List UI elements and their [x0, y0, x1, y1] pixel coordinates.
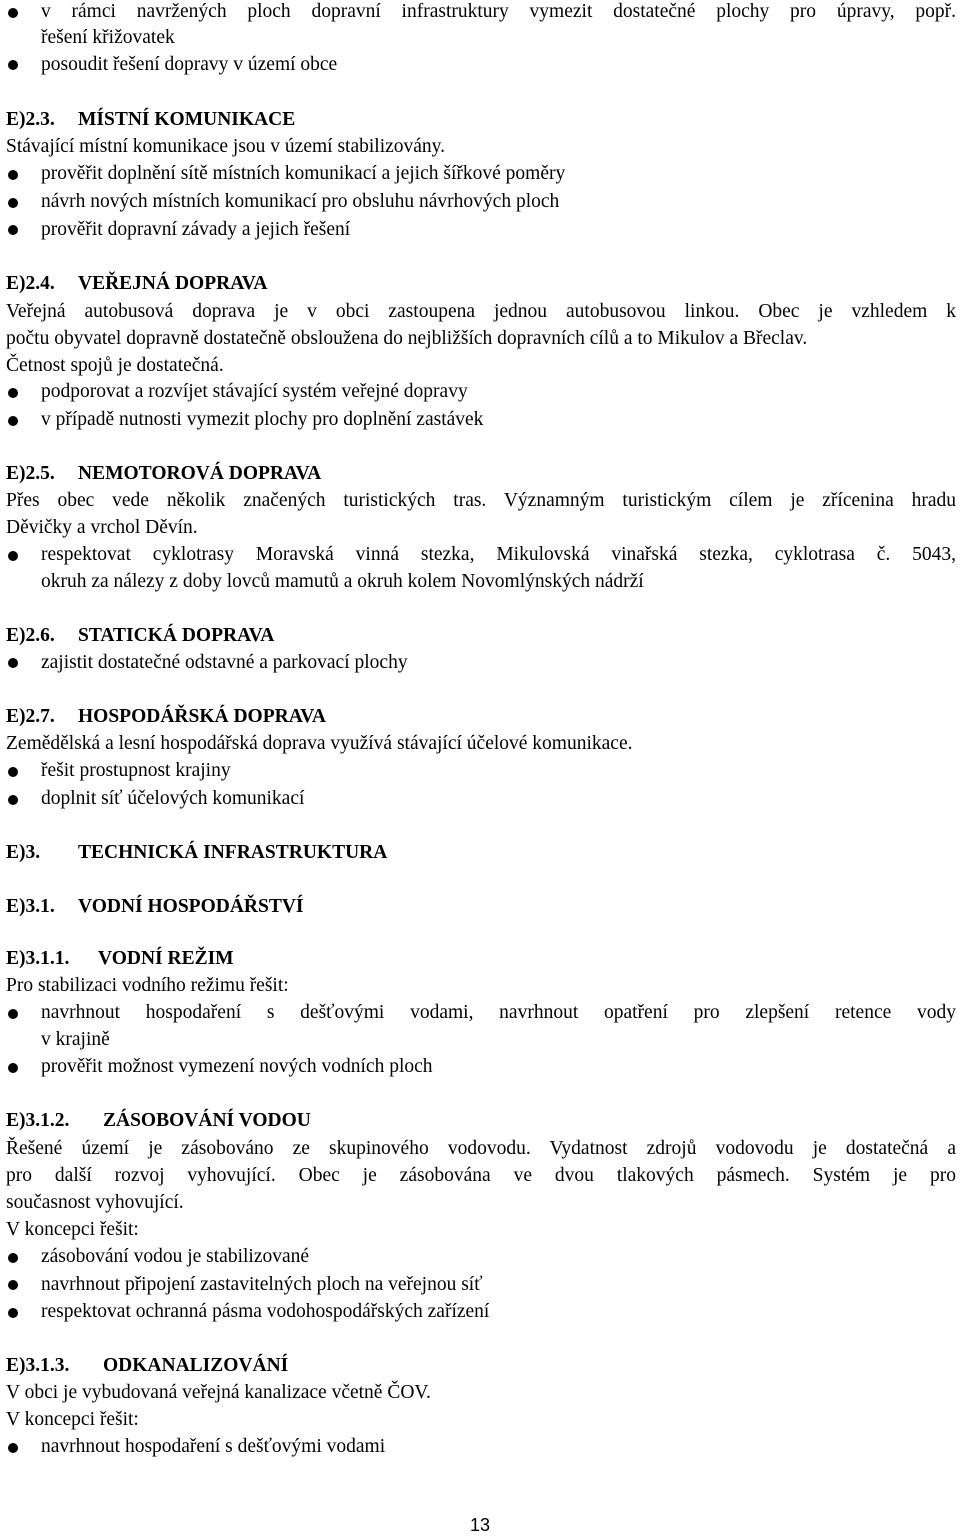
bullet-dot [8, 388, 18, 398]
bullet-text: zásobování vodou je stabilizované [41, 1246, 310, 1267]
bullet-text: prověřit doplnění sítě místních komunikací a jejich šířkové poměry [41, 163, 566, 184]
section-title: TECHNICKÁ INFRASTRUKTURA [78, 842, 388, 863]
bullet-dot [8, 416, 18, 426]
paragraph-line: pro další rozvoj vyhovující. Obec je zásobována ve dvou tlakových pásmech. Systém je pro [6, 1165, 956, 1186]
bullet-dot [8, 225, 18, 235]
bullet-dot [8, 1063, 18, 1073]
bullet-text: v krajině [41, 1029, 110, 1050]
bullet-text: návrh nových místních komunikací pro obsluhu návrhových ploch [41, 191, 560, 212]
paragraph-line: V koncepci řešit: [6, 1409, 139, 1430]
section-number: E)2.5. [6, 463, 55, 484]
section-number: E)2.7. [6, 706, 55, 727]
bullet-dot [8, 795, 18, 805]
page-number: 13 [469, 1515, 491, 1535]
bullet-text: v rámci navržených ploch dopravní infrastruktury vymezit dostatečné plochy pro úpravy, popř. [41, 1, 956, 22]
section-title: ODKANALIZOVÁNÍ [103, 1355, 289, 1376]
section-heading [6, 839, 387, 866]
section-title: ZÁSOBOVÁNÍ VODOU [103, 1110, 311, 1131]
bullet-text: navrhnout hospodaření s dešťovými vodami [41, 1436, 386, 1457]
section-heading [6, 106, 295, 133]
bullet-text: podporovat a rozvíjet stávající systém veřejné dopravy [41, 381, 468, 402]
section-heading [6, 270, 267, 297]
bullet-text: navrhnout hospodaření s dešťovými vodami, navrhnout opatření pro zlepšení retence vody [41, 1002, 956, 1023]
section-heading [6, 893, 304, 920]
section-heading [6, 622, 274, 649]
bullet-text: prověřit možnost vymezení nových vodních ploch [41, 1056, 433, 1077]
paragraph-line: Přes obec vede několik značených turistických tras. Významným turistickým cílem je zřícenina hradu [6, 490, 956, 511]
section-number: E)3. [6, 842, 41, 863]
bullet-text: navrhnout připojení zastavitelných ploch na veřejnou síť [41, 1274, 483, 1295]
section-title: STATICKÁ DOPRAVA [78, 625, 275, 646]
paragraph-line: V obci je vybudovaná veřejná kanalizace včetně ČOV. [6, 1382, 431, 1403]
section-title: NEMOTOROVÁ DOPRAVA [78, 463, 322, 484]
paragraph-line: Pro stabilizaci vodního režimu řešit: [6, 975, 289, 996]
paragraph-line: Řešené území je zásobováno ze skupinového vodovodu. Vydatnost zdrojů vodovodu je dostatečná a [6, 1138, 956, 1159]
bullet-dot [8, 1308, 18, 1318]
section-title: VODNÍ REŽIM [98, 948, 234, 969]
section-number: E)2.3. [6, 109, 55, 130]
paragraph-line: V koncepci řešit: [6, 1219, 139, 1240]
bullet-text: doplnit síť účelových komunikací [41, 788, 305, 809]
section-number: E)3.1.1. [6, 948, 70, 969]
bullet-dot [8, 1253, 18, 1263]
section-heading [6, 945, 234, 972]
paragraph-line: současnost vyhovující. [6, 1192, 184, 1213]
bullet-text: řešení křižovatek [41, 27, 175, 48]
section-number: E)2.4. [6, 273, 55, 294]
bullet-dot [8, 170, 18, 180]
bullet-dot [8, 767, 18, 777]
bullet-dot [8, 1443, 18, 1453]
paragraph-line: Děvičky a vrchol Děvín. [6, 517, 198, 538]
bullet-text: respektovat cyklotrasy Moravská vinná stezka, Mikulovská vinařská stezka, cyklotrasa č. 5043, [41, 544, 956, 565]
section-number: E)3.1. [6, 896, 55, 917]
bullet-dot [8, 198, 18, 208]
bullet-text: okruh za nálezy z doby lovců mamutů a okruh kolem Novomlýnských nádrží [41, 571, 644, 592]
bullet-dot [8, 658, 18, 668]
section-heading [6, 703, 326, 730]
section-heading [6, 1352, 288, 1379]
bullet-text: respektovat ochranná pásma vodohospodářských zařízení [41, 1301, 490, 1322]
section-title: MÍSTNÍ KOMUNIKACE [78, 109, 296, 130]
section-heading [6, 1107, 311, 1134]
section-title: VEŘEJNÁ DOPRAVA [78, 273, 268, 294]
paragraph-line: Stávající místní komunikace jsou v území stabilizovány. [6, 136, 446, 157]
bullet-text: posoudit řešení dopravy v území obce [41, 54, 338, 75]
bullet-text: řešit prostupnost krajiny [41, 760, 231, 781]
bullet-dot [8, 1280, 18, 1290]
section-number: E)3.1.3. [6, 1355, 70, 1376]
paragraph-line: Veřejná autobusová doprava je v obci zastoupena jednou autobusovou linkou. Obec je vzhledem k [6, 301, 956, 322]
bullet-dot [8, 1009, 18, 1019]
bullet-dot [8, 8, 18, 18]
bullet-text: prověřit dopravní závady a jejich řešení [41, 219, 351, 240]
section-title: HOSPODÁŘSKÁ DOPRAVA [78, 706, 326, 727]
section-number: E)2.6. [6, 625, 55, 646]
paragraph-line: Zemědělská a lesní hospodářská doprava využívá stávající účelové komunikace. [6, 733, 633, 754]
paragraph-line: Četnost spojů je dostatečná. [6, 355, 224, 376]
bullet-text: v případě nutnosti vymezit plochy pro doplnění zastávek [41, 409, 484, 430]
section-heading [6, 460, 321, 487]
paragraph-line: počtu obyvatel dopravně dostatečně obsloužena do nejbližších dopravních cílů a to Mikulov a Břeclav. [6, 328, 808, 349]
bullet-text: zajistit dostatečné odstavné a parkovací plochy [41, 652, 408, 673]
section-number: E)3.1.2. [6, 1110, 70, 1131]
section-title: VODNÍ HOSPODÁŘSTVÍ [78, 896, 304, 917]
bullet-dot [8, 551, 18, 561]
bullet-dot [8, 60, 18, 70]
